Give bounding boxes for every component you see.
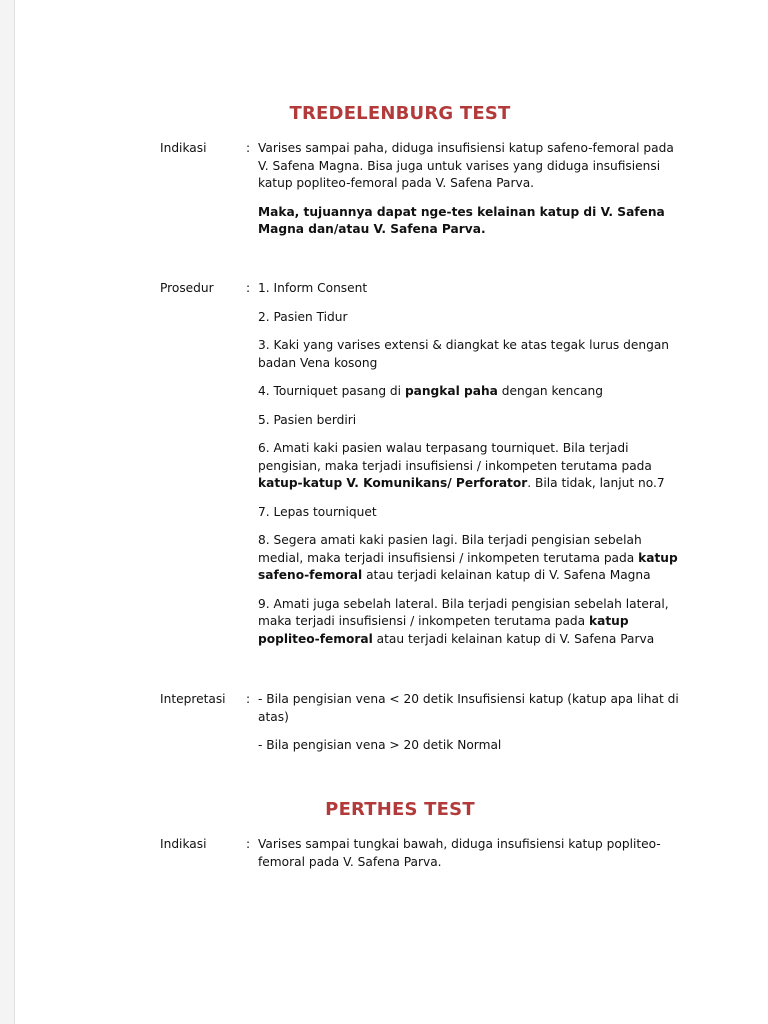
- step-8-text: 8. Segera amati kaki pasien lagi. Bila terjadi pengisian sebelah medial, maka terjadi insufisiensi / inkompeten terutama pada: [258, 533, 642, 565]
- tredelenburg-title: TREDELENBURG TEST: [289, 103, 511, 124]
- step-8-tail: atau terjadi kelainan katup di V. Safena Magna: [362, 568, 651, 582]
- prosedur-body: [258, 280, 688, 659]
- indikasi-goal: Maka, tujuannya dapat nge-tes kelainan katup di V. Safena Magna dan/atau V. Safena Parva.: [258, 204, 665, 236]
- prosedur-step-7: 7. Lepas tourniquet: [258, 504, 377, 519]
- perthes-indikasi-body: [258, 836, 688, 882]
- perthes-indikasi-paragraph: Varises sampai tungkai bawah, diduga insufisiensi katup popliteo-femoral pada V. Safena Parva.: [258, 837, 661, 869]
- prosedur-step-5: 5. Pasien berdiri: [258, 412, 357, 427]
- prosedur-label: Prosedur: [160, 281, 214, 295]
- intepretasi-item-1: - Bila pengisian vena < 20 detik Insufisiensi katup (katup apa lihat di atas): [258, 692, 679, 724]
- perthes-indikasi-label: Indikasi: [160, 837, 207, 851]
- prosedur-step-4: [258, 383, 688, 401]
- step-9-emphasis: katup popliteo-femoral: [258, 614, 629, 646]
- step-6-tail: . Bila tidak, lanjut no.7: [527, 476, 665, 490]
- intepretasi-colon: :: [246, 692, 251, 706]
- prosedur-step-6: [258, 440, 688, 493]
- perthes-indikasi-colon: :: [246, 837, 251, 851]
- prosedur-colon: :: [246, 281, 251, 295]
- prosedur-step-8: [258, 532, 688, 585]
- indikasi-colon: :: [246, 141, 251, 155]
- document-page: [14, 0, 768, 1024]
- indikasi-body: [258, 140, 688, 250]
- step-4-emphasis: pangkal paha: [404, 384, 498, 398]
- indikasi-label: Indikasi: [160, 141, 207, 155]
- intepretasi-label: Intepretasi: [160, 692, 226, 706]
- step-4-tail: dengan kencang: [497, 384, 604, 398]
- step-6-emphasis: katup-katup V. Komunikans/ Perforator: [258, 476, 528, 490]
- step-6-text: 6. Amati kaki pasien walau terpasang tourniquet. Bila terjadi pengisian, maka terjadi insufisiensi / inkompeten terutama pada: [258, 441, 652, 473]
- prosedur-step-2: 2. Pasien Tidur: [258, 309, 348, 324]
- step-9-tail: atau terjadi kelainan katup di V. Safena Parva: [372, 631, 655, 646]
- step-9-text: 9. Amati juga sebelah lateral. Bila terjadi pengisian sebelah lateral, maka terjadi insufisiensi / inkompeten terutama pada: [258, 596, 669, 628]
- intepretasi-item-2: - Bila pengisian vena > 20 detik Normal: [258, 738, 502, 752]
- intepretasi-body: [258, 691, 688, 766]
- indikasi-paragraph: Varises sampai paha, diduga insufisiensi katup safeno-femoral pada V. Safena Magna. Bisa juga untuk varises yang diduga insufisiensi katup popliteo-femoral pada V. Safena Parva.: [258, 141, 674, 190]
- step-8-emphasis: katup safeno-femoral: [258, 550, 678, 582]
- step-4-text: 4. Tourniquet pasang di: [258, 384, 405, 398]
- perthes-title: PERTHES TEST: [325, 799, 475, 820]
- prosedur-step-9: [258, 596, 688, 649]
- prosedur-step-3: 3. Kaki yang varises extensi & diangkat ke atas tegak lurus dengan badan Vena kosong: [258, 338, 670, 370]
- prosedur-step-1: 1. Inform Consent: [258, 281, 368, 295]
